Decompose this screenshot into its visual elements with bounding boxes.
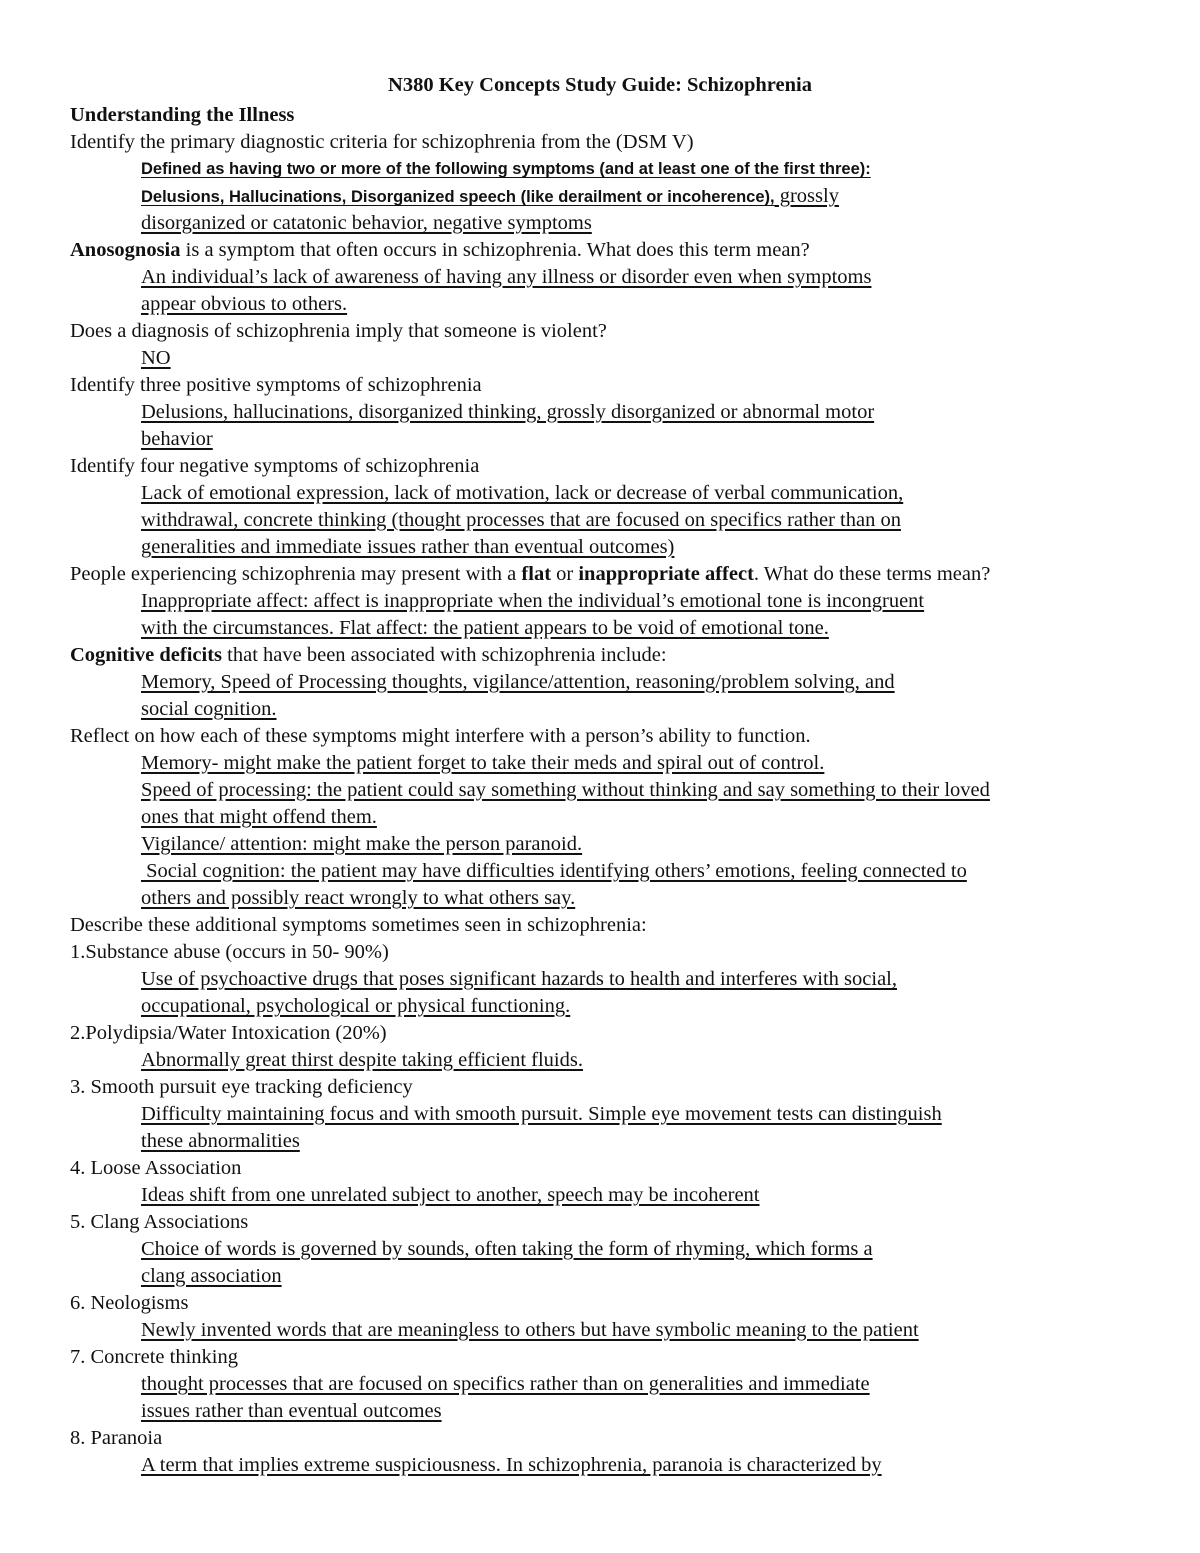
- question-violence: Does a diagnosis of schizophrenia imply that someone is violent?: [70, 320, 607, 342]
- answer-line: [70, 480, 1170, 507]
- answer-text: A term that implies extreme suspiciousness. In schizophrenia, paranoia is characterized by: [141, 1454, 882, 1476]
- answer-text: NO: [141, 347, 171, 369]
- answer-text: issues rather than eventual outcomes: [141, 1400, 442, 1422]
- answer-text: behavior: [141, 428, 213, 450]
- question-text: that have been associated with schizophrenia include:: [222, 644, 667, 666]
- answer-text: Memory- might make the patient forget to take their meds and spiral out of control.: [141, 752, 825, 774]
- question-text: or: [551, 563, 579, 585]
- answer-line: [70, 1101, 1170, 1128]
- answer-line: [70, 183, 1170, 210]
- answer-line: [70, 669, 1170, 696]
- answer-text: disorganized or catatonic behavior, negative symptoms: [141, 212, 592, 234]
- answer-text: Defined as having two or more of the following symptoms (and at least one of the first three):: [141, 160, 871, 178]
- answer-text: Delusions, Hallucinations, Disorganized speech (like derailment or incoherence),: [141, 188, 775, 206]
- page-title: N380 Key Concepts Study Guide: Schizophrenia: [388, 74, 812, 96]
- answer-text: grossly: [774, 185, 839, 207]
- list-item-clang-associations: 5. Clang Associations: [70, 1211, 249, 1233]
- answer-line: [70, 1236, 1170, 1263]
- answer-text: clang association: [141, 1265, 282, 1287]
- answer-line: [70, 1371, 1170, 1398]
- answer-text: appear obvious to others.: [141, 293, 348, 315]
- term-flat: flat: [521, 563, 552, 585]
- question-reflect: Reflect on how each of these symptoms might interfere with a person’s ability to function.: [70, 725, 811, 747]
- answer-text: Delusions, hallucinations, disorganized thinking, grossly disorganized or abnormal motor: [141, 401, 875, 423]
- answer-line: [70, 885, 1170, 912]
- list-item-loose-association: 4. Loose Association: [70, 1157, 242, 1179]
- answer-text: Vigilance/ attention: might make the person paranoid.: [141, 833, 583, 855]
- answer-line: [70, 426, 1170, 453]
- answer-text: others and possibly react wrongly to what others say.: [141, 887, 576, 909]
- answer-text: Lack of emotional expression, lack of motivation, lack or decrease of verbal communication,: [141, 482, 904, 504]
- answer-text: Memory, Speed of Processing thoughts, vigilance/attention, reasoning/problem solving, and: [141, 671, 895, 693]
- answer-text: with the circumstances. Flat affect: the patient appears to be void of emotional tone.: [141, 617, 829, 639]
- answer-line: [70, 750, 1170, 777]
- answer-line: [70, 993, 1170, 1020]
- answer-text: these abnormalities: [141, 1130, 300, 1152]
- answer-line: [70, 804, 1170, 831]
- question-additional-symptoms: Describe these additional symptoms sometimes seen in schizophrenia:: [70, 914, 647, 936]
- question-anosognosia: [70, 237, 1170, 264]
- list-item-polydipsia: 2.Polydipsia/Water Intoxication (20%): [70, 1022, 387, 1044]
- answer-line: [70, 1317, 1170, 1344]
- answer-text: occupational, psychological or physical functioning.: [141, 995, 571, 1017]
- document-body: [70, 102, 1170, 1479]
- question-text: . What do these terms mean?: [753, 563, 991, 585]
- question-diagnostic-criteria: Identify the primary diagnostic criteria for schizophrenia from the (DSM V): [70, 131, 694, 153]
- answer-text: An individual’s lack of awareness of having any illness or disorder even when symptoms: [141, 266, 872, 288]
- answer-line: [70, 831, 1170, 858]
- answer-line: [70, 156, 1170, 183]
- answer-text: Use of psychoactive drugs that poses significant hazards to health and interferes with social,: [141, 968, 897, 990]
- answer-text: ones that might offend them.: [141, 806, 377, 828]
- list-item-neologisms: 6. Neologisms: [70, 1292, 189, 1314]
- question-text: is a symptom that often occurs in schizophrenia. What does this term mean?: [180, 239, 810, 261]
- answer-line: [70, 1263, 1170, 1290]
- list-item-substance-abuse: 1.Substance abuse (occurs in 50- 90%): [70, 941, 389, 963]
- question-cognitive-deficits: [70, 642, 1170, 669]
- answer-text: generalities and immediate issues rather than eventual outcomes): [141, 536, 675, 558]
- answer-text: Newly invented words that are meaningless to others but have symbolic meaning to the patient: [141, 1319, 919, 1341]
- answer-line: [70, 264, 1170, 291]
- question-affect: [70, 561, 1170, 588]
- term-anosognosia: Anosognosia: [70, 239, 181, 261]
- answer-line: [70, 507, 1170, 534]
- answer-text: Choice of words is governed by sounds, often taking the form of rhyming, which forms a: [141, 1238, 873, 1260]
- section-heading: Understanding the Illness: [70, 104, 295, 126]
- answer-line: [70, 1398, 1170, 1425]
- answer-line: [70, 345, 1170, 372]
- answer-text: Difficulty maintaining focus and with smooth pursuit. Simple eye movement tests can distinguish: [141, 1103, 942, 1125]
- question-positive-symptoms: Identify three positive symptoms of schizophrenia: [70, 374, 482, 396]
- answer-text: Social cognition: the patient may have difficulties identifying others’ emotions, feeling connected to: [141, 860, 967, 882]
- answer-line: [70, 858, 1170, 885]
- answer-line: [70, 588, 1170, 615]
- question-negative-symptoms: Identify four negative symptoms of schizophrenia: [70, 455, 480, 477]
- answer-line: [70, 399, 1170, 426]
- answer-line: [70, 1182, 1170, 1209]
- answer-line: [70, 615, 1170, 642]
- answer-text: thought processes that are focused on specifics rather than on generalities and immediate: [141, 1373, 870, 1395]
- answer-text: withdrawal, concrete thinking (thought processes that are focused on specifics rather than on: [141, 509, 901, 531]
- answer-text: social cognition.: [141, 698, 277, 720]
- answer-line: [70, 696, 1170, 723]
- answer-line: [70, 1128, 1170, 1155]
- answer-line: [70, 777, 1170, 804]
- answer-text: Ideas shift from one unrelated subject to another, speech may be incoherent: [141, 1184, 760, 1206]
- answer-line: [70, 534, 1170, 561]
- answer-text: Inappropriate affect: affect is inappropriate when the individual’s emotional tone is incongruent: [141, 590, 925, 612]
- answer-line: [70, 966, 1170, 993]
- answer-text: Speed of processing: the patient could say something without thinking and say something to their loved: [141, 779, 990, 801]
- list-item-paranoia: 8. Paranoia: [70, 1427, 163, 1449]
- list-item-concrete-thinking: 7. Concrete thinking: [70, 1346, 238, 1368]
- answer-line: [70, 210, 1170, 237]
- question-text: People experiencing schizophrenia may present with a: [70, 563, 522, 585]
- list-item-eye-tracking: 3. Smooth pursuit eye tracking deficiency: [70, 1076, 413, 1098]
- term-cognitive-deficits: Cognitive deficits: [70, 644, 223, 666]
- answer-text: Abnormally great thirst despite taking efficient fluids.: [141, 1049, 583, 1071]
- answer-line: [70, 291, 1170, 318]
- answer-line: [70, 1047, 1170, 1074]
- term-inappropriate-affect: inappropriate affect: [578, 563, 754, 585]
- answer-line: [70, 1452, 1170, 1479]
